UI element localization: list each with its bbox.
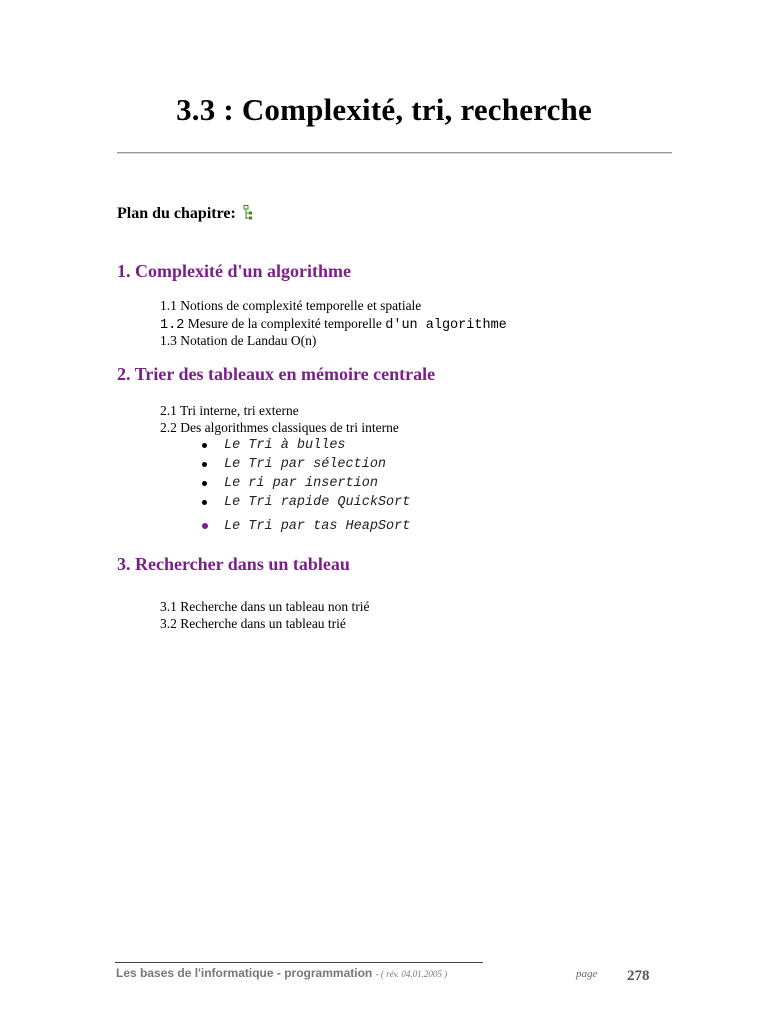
section-1-3[interactable]: 1.3 Notation de Landau O(n) (160, 333, 317, 348)
section-1-2-tail: d'un algorithme (385, 318, 507, 333)
section-1-1[interactable]: 1.1 Notions de complexité temporelle et spatiale (160, 298, 422, 313)
list-item[interactable]: Le Tri à bulles (202, 436, 410, 455)
section-2-heading[interactable]: 2. Trier des tableaux en mémoire centrale (117, 364, 436, 384)
footer-revision: - ( rév. 04.01.2005 ) (375, 969, 448, 979)
bullet-icon (202, 523, 208, 529)
bullet-icon (202, 500, 207, 505)
title-rule (117, 152, 672, 154)
bullet-icon (202, 462, 207, 467)
chapter-title: 3.3 : Complexité, tri, recherche (176, 92, 592, 127)
section-1-2-text: Mesure de la complexité temporelle (184, 316, 386, 331)
list-item[interactable]: Le Tri par sélection (202, 455, 410, 474)
tree-icon[interactable] (243, 205, 253, 226)
bullet-icon (202, 443, 207, 448)
footer-title (116, 966, 447, 980)
sort-algorithm-list (202, 436, 410, 536)
footer-rule (115, 962, 483, 963)
plan-label: Plan du chapitre: (117, 205, 236, 222)
list-item[interactable]: Le ri par insertion (202, 474, 410, 493)
footer-text: Les bases de l'informatique - programmation (116, 966, 373, 980)
section-2-2[interactable]: 2.2 Des algorithmes classiques de tri interne (160, 420, 399, 435)
list-item[interactable]: Le Tri par tas HeapSort (202, 517, 410, 536)
bullet-icon (202, 481, 207, 486)
section-1-heading[interactable]: 1. Complexité d'un algorithme (117, 261, 351, 281)
list-item[interactable]: Le Tri rapide QuickSort (202, 493, 410, 512)
chapter-plan (117, 205, 253, 226)
footer-page-label: page (576, 968, 598, 980)
section-3-heading[interactable]: 3. Rechercher dans un tableau (117, 554, 350, 574)
section-1-2-number: 1.2 (160, 318, 185, 333)
section-3-1[interactable]: 3.1 Recherche dans un tableau non trié (160, 599, 370, 614)
section-2-1[interactable]: 2.1 Tri interne, tri externe (160, 403, 299, 418)
page-number: 278 (627, 968, 650, 984)
section-3-2[interactable]: 3.2 Recherche dans un tableau trié (160, 616, 346, 631)
